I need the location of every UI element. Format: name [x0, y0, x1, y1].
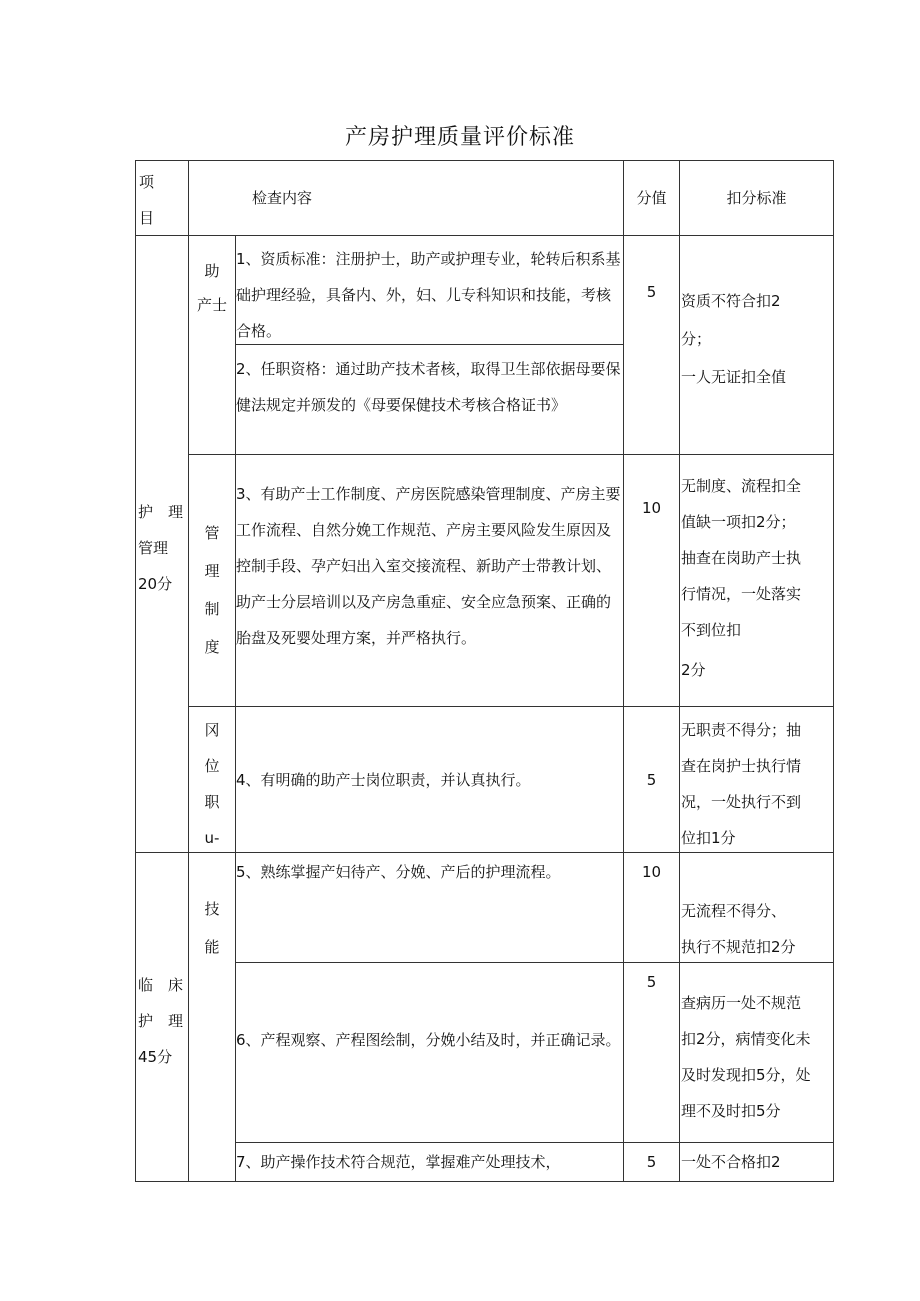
deduction-line: 抽查在岗助产士执: [681, 549, 802, 567]
score-5: 10: [641, 863, 662, 881]
deduction-line: 分；: [681, 330, 712, 348]
deduction-line: 查病历一处不规范: [681, 994, 802, 1012]
deduction-line: 无职责不得分；抽: [681, 721, 802, 739]
score-6: 5: [646, 973, 657, 991]
sub-char: 度: [204, 638, 220, 656]
category-line: 45分: [138, 1048, 173, 1066]
deduction-line: 一处不合格扣2: [681, 1153, 781, 1171]
deduction-line: 行情况，一处落实: [681, 585, 802, 603]
item-7: 7、助产操作技术符合规范，掌握难产处理技术，: [236, 1153, 561, 1171]
category-line: 20分: [138, 575, 173, 593]
deduction-line: 无制度、流程扣全: [681, 477, 802, 495]
sub-char: u-: [204, 829, 220, 847]
deduction-line: 值缺一项扣2分；: [681, 513, 796, 531]
sub-midwife: [189, 254, 235, 322]
category-line: 护 理: [138, 1012, 184, 1030]
item-4: 4、有明确的助产士岗位职责，并认真执行。: [236, 771, 531, 789]
header-content: 检查内容: [252, 189, 313, 207]
sub-char: 助: [204, 262, 220, 280]
category-line: 护 理: [138, 503, 184, 521]
header-deduction: 扣分标准: [726, 189, 787, 207]
sub-post-duty: [189, 712, 235, 856]
deduction-line: 无流程不得分、: [681, 902, 787, 920]
deduction-line: 况，一处执行不到: [681, 793, 802, 811]
sub-char: 冈: [204, 721, 220, 739]
category-line: 管理: [138, 539, 169, 557]
deduction-line: 扣2分，病情变化未: [681, 1030, 811, 1048]
sub-char: 职: [204, 793, 220, 811]
item-2: 2、任职资格：通过助产技术者核，取得卫生部依据母要保健法规定并颁发的《母要保健技术考核合格证书》: [236, 360, 621, 414]
item-6: 6、产程观察、产程图绘制，分娩小结及时，并正确记录。: [236, 1031, 621, 1049]
page-title: 产房护理质量评价标准: [344, 125, 575, 150]
sub-skills: [189, 890, 235, 966]
item-1: 1、资质标准：注册护士，助产或护理专业，轮转后积系基础护理经验，具备内、外，妇、儿专科知识和技能，考核合格。: [236, 250, 621, 340]
item-5: 5、熟练掌握产妇待产、分娩、产后的护理流程。: [236, 863, 561, 881]
category-line: 临 床: [138, 976, 184, 994]
deduction-line: 一人无证扣全值: [681, 368, 787, 386]
deduction-line: 不到位扣: [681, 621, 742, 639]
header-item: [139, 164, 185, 236]
deduction-line: 位扣1分: [681, 829, 736, 847]
category-clinical-nursing: [138, 967, 188, 1075]
sub-char: 能: [204, 938, 220, 956]
sub-char: 管: [204, 524, 220, 542]
sub-char: 制: [204, 600, 220, 618]
deduction-line: 2分: [681, 661, 706, 679]
deduction-4: [681, 712, 833, 856]
deduction-line: 资质不符合扣2: [681, 292, 781, 310]
deduction-line: 执行不规范扣2分: [681, 938, 796, 956]
sub-char: 理: [204, 562, 220, 580]
score-3: 10: [641, 499, 662, 517]
deduction-1: [681, 282, 833, 396]
deduction-6: [681, 985, 833, 1129]
deduction-line: 及时发现扣5分，处: [681, 1066, 811, 1084]
deduction-line: 查在岗护士执行情: [681, 757, 802, 775]
header-item-line1: 项: [139, 173, 155, 191]
deduction-5: [681, 893, 833, 965]
deduction-3: [681, 468, 833, 688]
category-nursing-management: [138, 494, 188, 602]
sub-management-system: [189, 514, 235, 666]
score-1: 5: [646, 283, 657, 301]
sub-char: 产士: [196, 296, 227, 314]
header-score: 分值: [636, 189, 667, 207]
deduction-line: 理不及时扣5分: [681, 1102, 781, 1120]
score-4: 5: [646, 771, 657, 789]
deduction-7: [681, 1144, 833, 1180]
header-item-line2: 目: [139, 209, 155, 227]
sub-char: 技: [204, 900, 220, 918]
item-3: 3、有助产士工作制度、产房医院感染管理制度、产房主要工作流程、自然分娩工作规范、产房主要风险发生原因及控制手段、孕产妇出入室交接流程、新助产士带教计划、助产士分层培训以及产房急重症、安全应急预案、正确的胎盘及死婴处理方案，并严格执行。: [236, 485, 621, 647]
sub-char: 位: [204, 757, 220, 775]
score-7: 5: [646, 1153, 657, 1171]
